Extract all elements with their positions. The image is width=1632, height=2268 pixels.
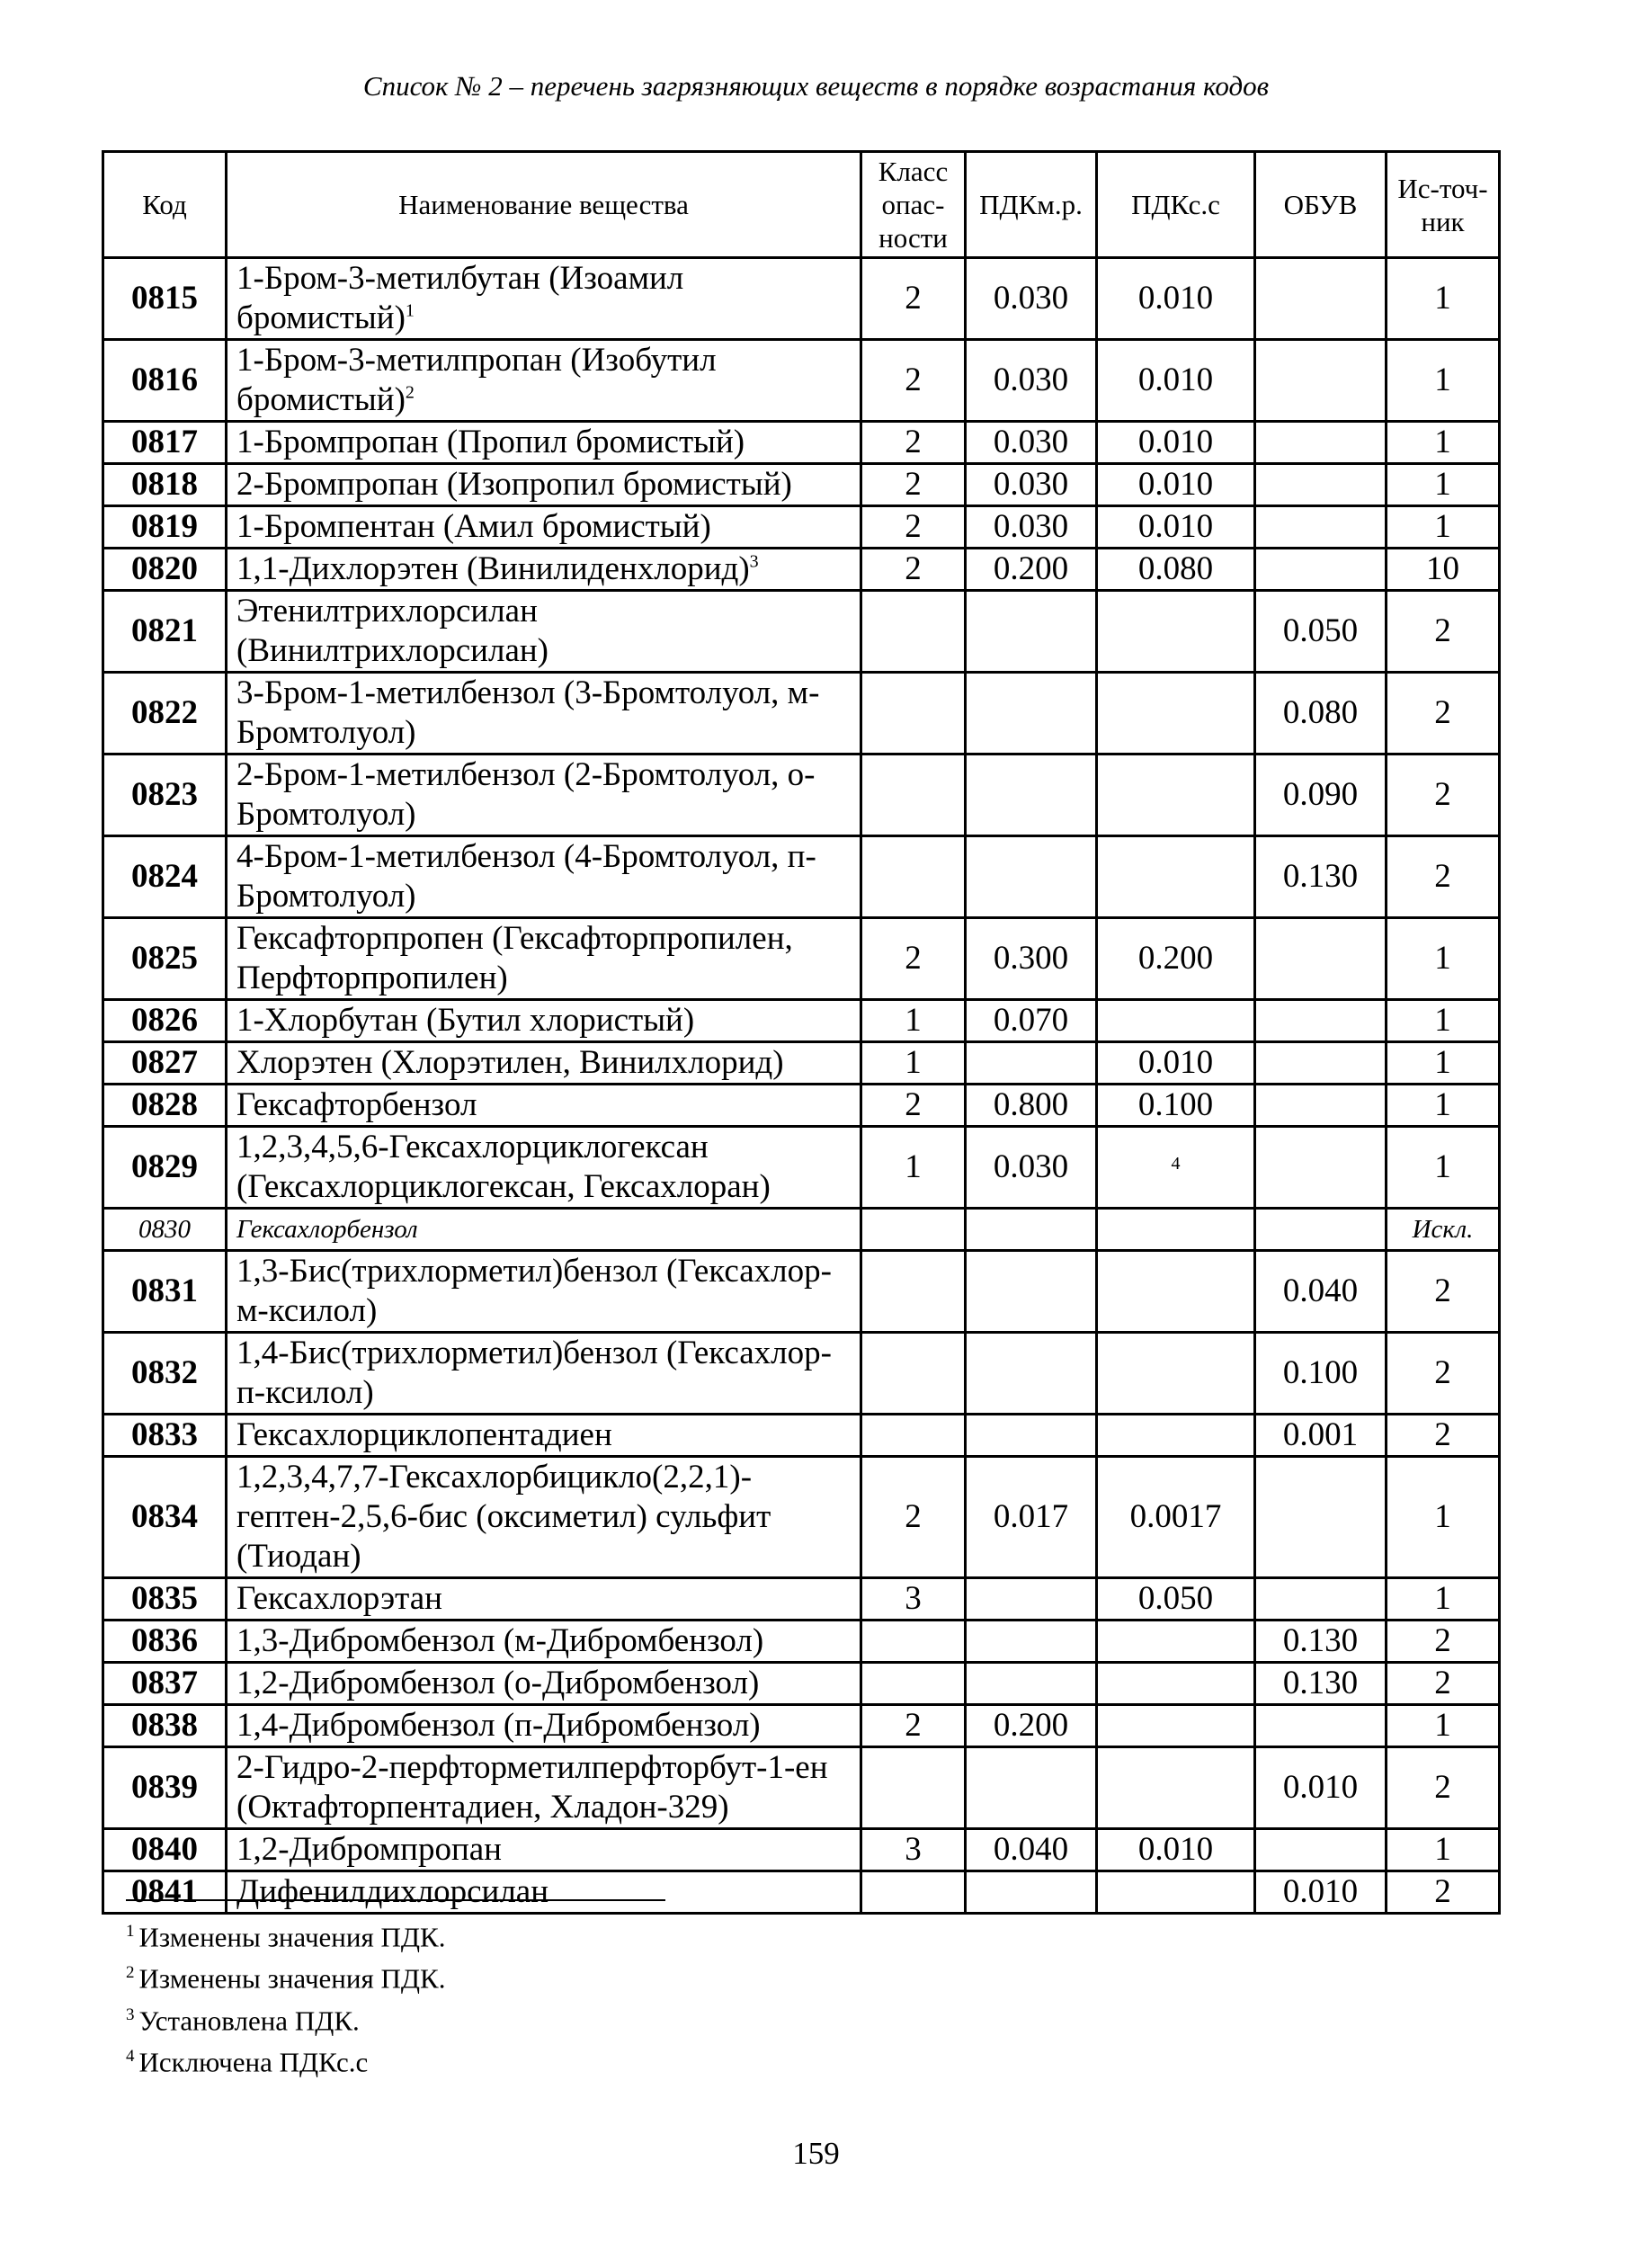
substances-table: [102, 150, 1501, 1915]
cell-name: 4-Бром-1-метилбензол (4-Бромтолуол, п-Бромтолуол): [227, 836, 861, 918]
cell-source: 2: [1387, 836, 1500, 918]
cell-pdk-ss: [1097, 1209, 1255, 1251]
cell-code: 0820: [103, 549, 227, 591]
header-obuv: ОБУВ: [1255, 152, 1387, 258]
cell-obuv: 0.080: [1255, 673, 1387, 755]
cell-pdk-ss: 0.080: [1097, 549, 1255, 591]
cell-name: 1,2,3,4,5,6-Гексахлорциклогексан (Гексахлорциклогексан, Гексахлоран): [227, 1127, 861, 1209]
cell-hazard-class: [861, 1747, 966, 1829]
cell-obuv: [1255, 464, 1387, 506]
cell-pdk-ss: 0.010: [1097, 506, 1255, 549]
cell-source: 2: [1387, 1251, 1500, 1333]
cell-obuv: [1255, 1705, 1387, 1747]
cell-obuv: 0.040: [1255, 1251, 1387, 1333]
footnote-text: Установлена ПДК.: [138, 2004, 360, 2036]
footnote-number: 1: [126, 1922, 135, 1941]
cell-hazard-class: 1: [861, 1000, 966, 1042]
cell-pdk-ss: [1097, 1000, 1255, 1042]
cell-pdk-ss: [1097, 673, 1255, 755]
cell-code: 0838: [103, 1705, 227, 1747]
cell-name: Гексахлорбензол: [227, 1209, 861, 1251]
cell-pdk-ss: 0.0017: [1097, 1457, 1255, 1578]
table-row: [103, 1085, 1500, 1127]
cell-obuv: [1255, 918, 1387, 1000]
cell-pdk-ss: [1097, 1415, 1255, 1457]
cell-code: 0835: [103, 1578, 227, 1621]
cell-obuv: 0.130: [1255, 836, 1387, 918]
cell-pdk-mr: [966, 1621, 1097, 1663]
cell-pdk-ss: [1097, 1663, 1255, 1705]
table-row: [103, 1251, 1500, 1333]
cell-hazard-class: [861, 673, 966, 755]
footnote-mark: 3: [749, 551, 759, 572]
cell-source: 1: [1387, 340, 1500, 422]
cell-hazard-class: 2: [861, 464, 966, 506]
cell-pdk-mr: 0.030: [966, 1127, 1097, 1209]
cell-obuv: [1255, 258, 1387, 340]
cell-pdk-mr: 0.070: [966, 1000, 1097, 1042]
cell-obuv: 0.130: [1255, 1621, 1387, 1663]
cell-name: Гексафторпропен (Гексафторпропилен, Перфторпропилен): [227, 918, 861, 1000]
cell-name: 1-Бромпропан (Пропил бромистый): [227, 422, 861, 464]
cell-code: 0824: [103, 836, 227, 918]
cell-obuv: 0.010: [1255, 1871, 1387, 1914]
table-row: [103, 464, 1500, 506]
cell-name: Гексафторбензол: [227, 1085, 861, 1127]
table-row: [103, 1871, 1500, 1914]
cell-pdk-ss: 0.010: [1097, 464, 1255, 506]
cell-source: 10: [1387, 549, 1500, 591]
cell-source: 1: [1387, 258, 1500, 340]
cell-hazard-class: 1: [861, 1042, 966, 1085]
cell-pdk-mr: [966, 755, 1097, 836]
cell-code: 0837: [103, 1663, 227, 1705]
cell-pdk-mr: 0.030: [966, 506, 1097, 549]
cell-name: 1,2,3,4,7,7-Гексахлорбицикло(2,2,1)-гептен-2,5,6-бис (оксиметил) сульфит (Тиодан): [227, 1457, 861, 1578]
cell-code: 0815: [103, 258, 227, 340]
cell-code: 0826: [103, 1000, 227, 1042]
footnote: [126, 1914, 445, 1955]
cell-code: 0841: [103, 1871, 227, 1914]
cell-name: 1,2-Дибромбензол (о-Дибромбензол): [227, 1663, 861, 1705]
cell-obuv: [1255, 1042, 1387, 1085]
cell-source: 1: [1387, 1042, 1500, 1085]
cell-hazard-class: 2: [861, 549, 966, 591]
cell-pdk-mr: 0.200: [966, 549, 1097, 591]
table-row: [103, 1127, 1500, 1209]
cell-source: 1: [1387, 464, 1500, 506]
cell-obuv: 0.001: [1255, 1415, 1387, 1457]
footnote-number: 2: [126, 1963, 135, 1983]
table-row: [103, 1000, 1500, 1042]
header-code: Код: [103, 152, 227, 258]
cell-pdk-ss: 0.010: [1097, 422, 1255, 464]
cell-obuv: [1255, 1209, 1387, 1251]
cell-name: Дифенилдихлорсилан: [227, 1871, 861, 1914]
cell-obuv: [1255, 549, 1387, 591]
table-row: [103, 1209, 1500, 1251]
cell-code: 0831: [103, 1251, 227, 1333]
cell-name: Этенилтрихлорсилан (Винилтрихлорсилан): [227, 591, 861, 673]
cell-hazard-class: 2: [861, 340, 966, 422]
cell-hazard-class: 3: [861, 1578, 966, 1621]
header-pdk-mr: ПДКм.р.: [966, 152, 1097, 258]
table-row: [103, 1663, 1500, 1705]
cell-obuv: 0.010: [1255, 1747, 1387, 1829]
cell-hazard-class: 2: [861, 1457, 966, 1578]
cell-hazard-class: [861, 755, 966, 836]
cell-pdk-mr: [966, 1415, 1097, 1457]
cell-pdk-ss: [1097, 836, 1255, 918]
cell-pdk-ss: 0.200: [1097, 918, 1255, 1000]
cell-pdk-mr: [966, 1871, 1097, 1914]
table-row: [103, 1829, 1500, 1871]
cell-code: 0834: [103, 1457, 227, 1578]
cell-pdk-ss: 0.010: [1097, 340, 1255, 422]
cell-name: 1,2-Дибромпропан: [227, 1829, 861, 1871]
table-row: [103, 258, 1500, 340]
cell-pdk-mr: 0.800: [966, 1085, 1097, 1127]
cell-obuv: 0.100: [1255, 1333, 1387, 1415]
header-pdk-ss: ПДКс.с: [1097, 152, 1255, 258]
cell-code: 0817: [103, 422, 227, 464]
cell-name: 1,3-Дибромбензол (м-Дибромбензол): [227, 1621, 861, 1663]
table-row: [103, 673, 1500, 755]
table-row: [103, 1578, 1500, 1621]
table-row: [103, 836, 1500, 918]
cell-code: 0827: [103, 1042, 227, 1085]
footnote-mark: 2: [405, 382, 415, 403]
cell-obuv: [1255, 1829, 1387, 1871]
cell-source: 1: [1387, 1127, 1500, 1209]
table-row: [103, 506, 1500, 549]
page-number: 159: [792, 2136, 840, 2171]
cell-source: 1: [1387, 1085, 1500, 1127]
cell-source: 2: [1387, 1663, 1500, 1705]
cell-pdk-ss: [1097, 1705, 1255, 1747]
cell-code: 0823: [103, 755, 227, 836]
cell-obuv: [1255, 1085, 1387, 1127]
cell-source: 1: [1387, 1829, 1500, 1871]
cell-source: 2: [1387, 755, 1500, 836]
page-title: Список № 2 – перечень загрязняющих веществ в порядке возрастания кодов: [362, 70, 1270, 102]
cell-pdk-mr: [966, 1747, 1097, 1829]
cell-name: 3-Бром-1-метилбензол (3-Бромтолуол, м-Бромтолуол): [227, 673, 861, 755]
table-row: [103, 1457, 1500, 1578]
cell-source: Искл.: [1387, 1209, 1500, 1251]
cell-hazard-class: [861, 1251, 966, 1333]
cell-pdk-mr: [966, 1209, 1097, 1251]
cell-code: 0825: [103, 918, 227, 1000]
header-source: Ис-точ-ник: [1387, 152, 1500, 258]
cell-hazard-class: [861, 836, 966, 918]
cell-pdk-mr: [966, 673, 1097, 755]
header-hazard-class: Класс опас-ности: [861, 152, 966, 258]
cell-pdk-mr: 0.040: [966, 1829, 1097, 1871]
cell-code: 0830: [103, 1209, 227, 1251]
table-row: [103, 755, 1500, 836]
footnote-number: 4: [126, 2046, 135, 2066]
cell-pdk-mr: [966, 1042, 1097, 1085]
cell-code: 0836: [103, 1621, 227, 1663]
cell-hazard-class: 2: [861, 918, 966, 1000]
cell-pdk-mr: 0.200: [966, 1705, 1097, 1747]
cell-pdk-mr: [966, 1663, 1097, 1705]
cell-pdk-ss: [1097, 1621, 1255, 1663]
cell-source: 2: [1387, 1871, 1500, 1914]
cell-name: 1,3-Бис(трихлорметил)бензол (Гексахлор-м-ксилол): [227, 1251, 861, 1333]
footnote: [126, 1955, 445, 1996]
table-row: [103, 918, 1500, 1000]
cell-code: 0839: [103, 1747, 227, 1829]
cell-obuv: [1255, 1457, 1387, 1578]
footnote: [126, 1997, 445, 2039]
cell-code: 0818: [103, 464, 227, 506]
cell-pdk-mr: [966, 1333, 1097, 1415]
table-row: [103, 549, 1500, 591]
cell-obuv: [1255, 506, 1387, 549]
cell-pdk-mr: [966, 1578, 1097, 1621]
cell-code: 0829: [103, 1127, 227, 1209]
cell-obuv: [1255, 1578, 1387, 1621]
cell-obuv: 0.130: [1255, 1663, 1387, 1705]
table-row: [103, 1415, 1500, 1457]
cell-pdk-mr: [966, 836, 1097, 918]
cell-source: 1: [1387, 1457, 1500, 1578]
cell-hazard-class: 3: [861, 1829, 966, 1871]
cell-code: 0821: [103, 591, 227, 673]
cell-hazard-class: [861, 1871, 966, 1914]
cell-source: 1: [1387, 506, 1500, 549]
cell-hazard-class: 1: [861, 1127, 966, 1209]
cell-code: 0816: [103, 340, 227, 422]
table-row: [103, 1705, 1500, 1747]
footnote-number: 3: [126, 2005, 135, 2024]
cell-pdk-ss: [1097, 1747, 1255, 1829]
table-row: [103, 1621, 1500, 1663]
cell-obuv: 0.090: [1255, 755, 1387, 836]
cell-pdk-ss: 0.010: [1097, 258, 1255, 340]
footnote-mark: 1: [405, 300, 415, 321]
cell-hazard-class: [861, 1663, 966, 1705]
cell-pdk-mr: [966, 591, 1097, 673]
cell-name: Гексахлорэтан: [227, 1578, 861, 1621]
cell-pdk-ss: [1097, 591, 1255, 673]
cell-source: 1: [1387, 422, 1500, 464]
cell-code: 0832: [103, 1333, 227, 1415]
cell-obuv: [1255, 1000, 1387, 1042]
cell-pdk-mr: 0.017: [966, 1457, 1097, 1578]
cell-pdk-ss: 0.050: [1097, 1578, 1255, 1621]
cell-source: 1: [1387, 918, 1500, 1000]
cell-hazard-class: 2: [861, 422, 966, 464]
cell-pdk-ss: [1097, 1251, 1255, 1333]
header-name: Наименование вещества: [227, 152, 861, 258]
cell-name: 1-Бром-3-метилбутан (Изоамил бромистый)$^1$: [227, 258, 861, 340]
cell-hazard-class: [861, 1415, 966, 1457]
cell-source: 2: [1387, 673, 1500, 755]
table-row: [103, 591, 1500, 673]
cell-code: 0822: [103, 673, 227, 755]
table-row: [103, 1042, 1500, 1085]
cell-source: 1: [1387, 1705, 1500, 1747]
cell-code: 0819: [103, 506, 227, 549]
cell-name: 2-Бром-1-метилбензол (2-Бромтолуол, о-Бромтолуол): [227, 755, 861, 836]
table-row: [103, 1333, 1500, 1415]
cell-obuv: [1255, 422, 1387, 464]
cell-hazard-class: [861, 1621, 966, 1663]
footnotes: [126, 1914, 445, 2080]
cell-code: 0833: [103, 1415, 227, 1457]
cell-name: 2-Бромпропан (Изопропил бромистый): [227, 464, 861, 506]
cell-source: 2: [1387, 1747, 1500, 1829]
cell-obuv: 0.050: [1255, 591, 1387, 673]
table-header-row: [103, 152, 1500, 258]
cell-pdk-ss: [1097, 1871, 1255, 1914]
table-body: [103, 258, 1500, 1914]
cell-pdk-ss: 0.010: [1097, 1042, 1255, 1085]
cell-hazard-class: [861, 591, 966, 673]
cell-name: 1,4-Бис(трихлорметил)бензол (Гексахлор-п-ксилол): [227, 1333, 861, 1415]
cell-code: 0828: [103, 1085, 227, 1127]
cell-pdk-mr: 0.030: [966, 340, 1097, 422]
cell-pdk-mr: [966, 1251, 1097, 1333]
cell-obuv: [1255, 1127, 1387, 1209]
cell-name: Хлорэтен (Хлорэтилен, Винилхлорид): [227, 1042, 861, 1085]
cell-name: 1-Бром-3-метилпропан (Изобутил бромистый)$^2$: [227, 340, 861, 422]
cell-obuv: [1255, 340, 1387, 422]
cell-pdk-mr: 0.030: [966, 464, 1097, 506]
cell-source: 2: [1387, 1415, 1500, 1457]
cell-pdk-ss: [1097, 755, 1255, 836]
cell-name: 1-Хлорбутан (Бутил хлористый): [227, 1000, 861, 1042]
cell-code: 0840: [103, 1829, 227, 1871]
cell-name: 1,4-Дибромбензол (п-Дибромбензол): [227, 1705, 861, 1747]
table-row: [103, 422, 1500, 464]
cell-hazard-class: 2: [861, 1085, 966, 1127]
cell-hazard-class: [861, 1333, 966, 1415]
cell-name: 2-Гидро-2-перфторметилперфторбут-1-ен (Октафторпентадиен, Хладон-329): [227, 1747, 861, 1829]
footnote: [126, 2039, 445, 2080]
cell-source: 1: [1387, 1000, 1500, 1042]
cell-pdk-mr: 0.030: [966, 422, 1097, 464]
footnote-text: Изменены значения ПДК.: [138, 1962, 446, 1995]
cell-pdk-mr: 0.030: [966, 258, 1097, 340]
cell-source: 2: [1387, 1333, 1500, 1415]
footnote-divider: [126, 1899, 665, 1901]
cell-hazard-class: 2: [861, 258, 966, 340]
cell-hazard-class: [861, 1209, 966, 1251]
cell-pdk-ss: 0.010: [1097, 1829, 1255, 1871]
cell-pdk-ss: 4: [1097, 1127, 1255, 1209]
cell-pdk-ss: 0.100: [1097, 1085, 1255, 1127]
cell-pdk-ss: [1097, 1333, 1255, 1415]
cell-source: 1: [1387, 1578, 1500, 1621]
cell-hazard-class: 2: [861, 506, 966, 549]
footnote-text: Исключена ПДКс.с: [138, 2046, 369, 2078]
cell-name: 1-Бромпентан (Амил бромистый): [227, 506, 861, 549]
table-row: [103, 340, 1500, 422]
table-row: [103, 1747, 1500, 1829]
cell-name: Гексахлорциклопентадиен: [227, 1415, 861, 1457]
footnote-text: Изменены значения ПДК.: [138, 1921, 446, 1953]
cell-source: 2: [1387, 591, 1500, 673]
cell-source: 2: [1387, 1621, 1500, 1663]
cell-pdk-mr: 0.300: [966, 918, 1097, 1000]
cell-hazard-class: 2: [861, 1705, 966, 1747]
cell-name: 1,1-Дихлорэтен (Винилиденхлорид)$^3$: [227, 549, 861, 591]
